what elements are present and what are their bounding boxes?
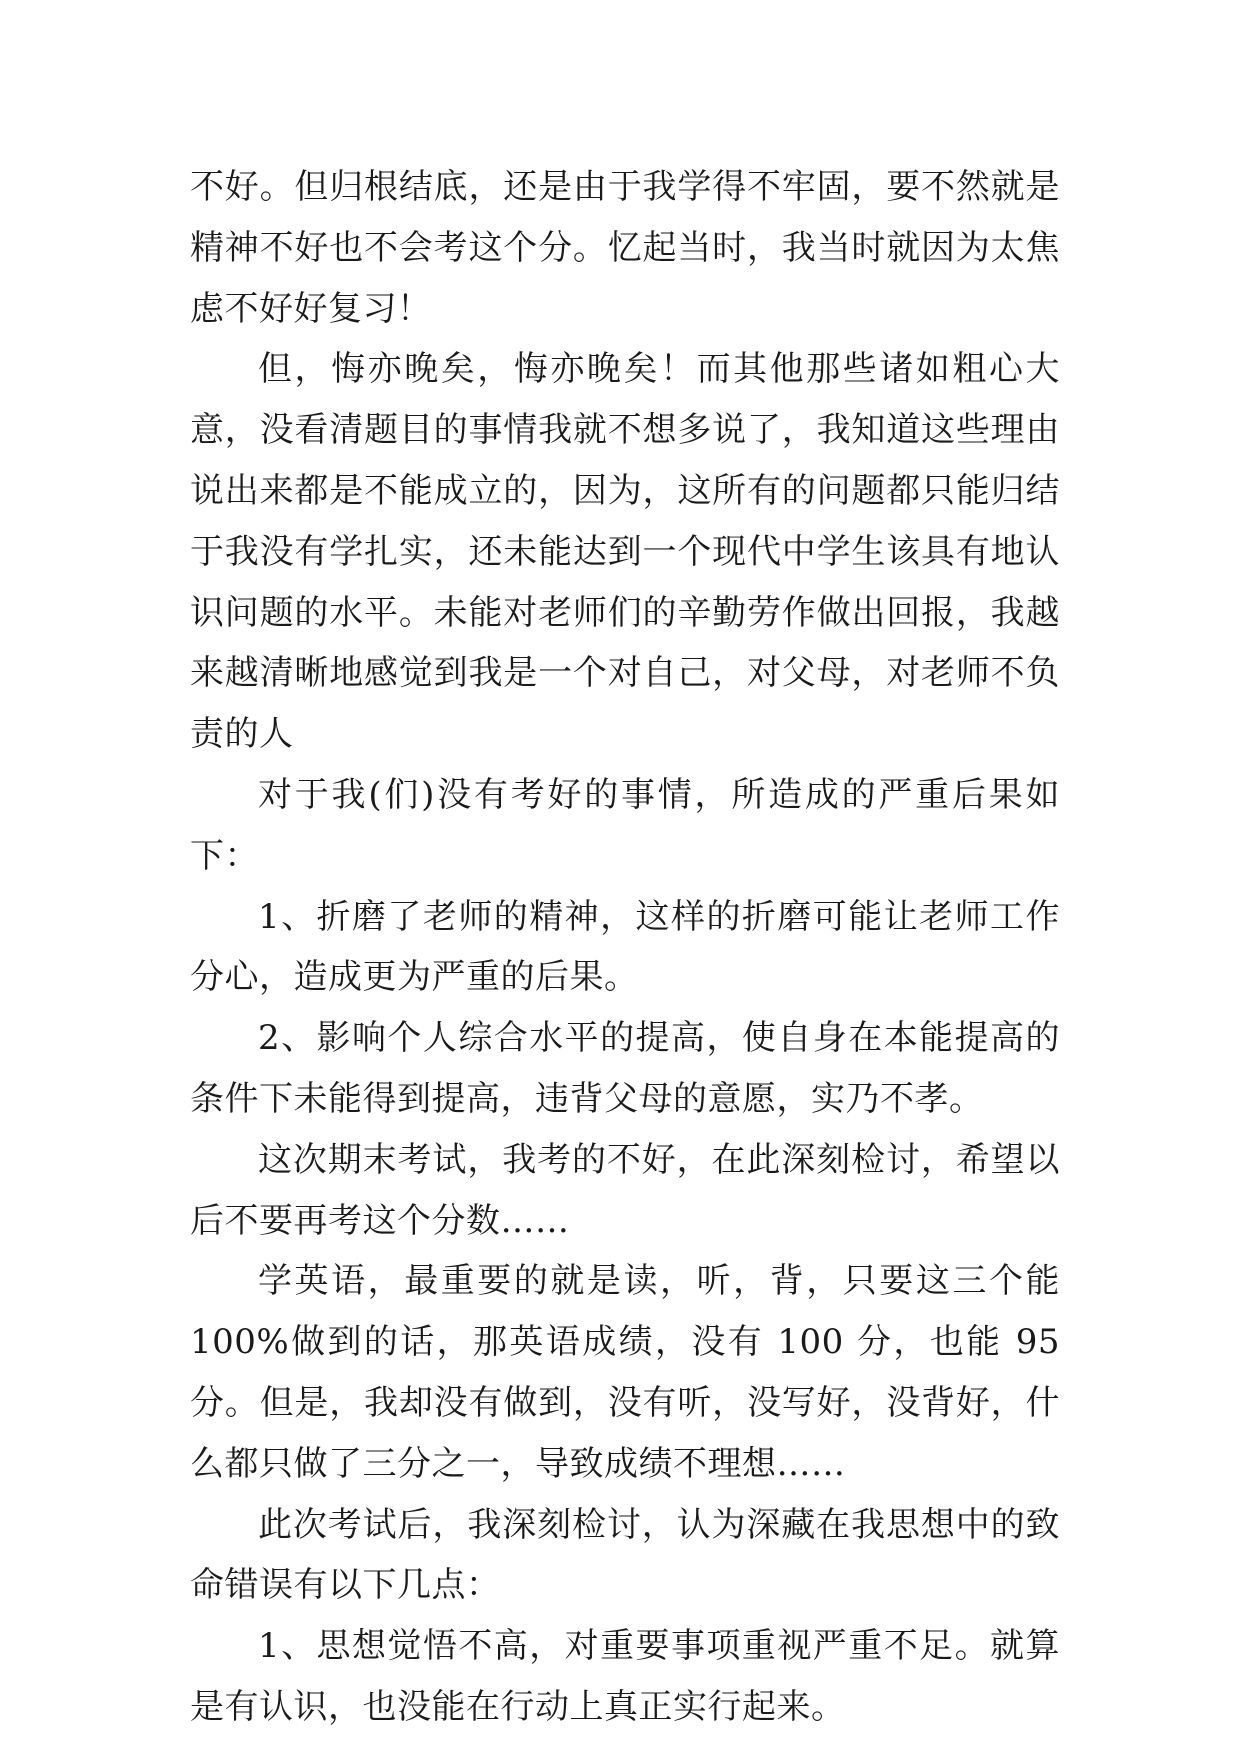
paragraph-4: 1、折磨了老师的精神，这样的折磨可能让老师工作分心，造成更为严重的后果。 bbox=[190, 896, 1060, 998]
paragraph-8: 此次考试后，我深刻检讨，认为深藏在我思想中的致命错误有以下几点： bbox=[190, 1504, 1060, 1606]
paragraph-7: 学英语，最重要的就是读，听，背，只要这三个能 100%做到的话，那英语成绩，没有 100 分，也能 95 分。但是，我却没有做到，没有听，没写好，没背好，什么都只做了三分之一，导致成绩不理想…… bbox=[190, 1261, 1060, 1484]
paragraph-9: 1、思想觉悟不高，对重要事项重视严重不足。就算是有认识，也没能在行动上真正实行起来。 bbox=[190, 1626, 1060, 1727]
paragraph-6: 这次期末考试，我考的不好，在此深刻检讨，希望以后不要再考这个分数…… bbox=[190, 1139, 1060, 1241]
paragraph-3: 对于我(们)没有考好的事情，所造成的严重后果如下： bbox=[190, 774, 1060, 876]
document-body bbox=[190, 157, 1060, 1738]
paragraph-5: 2、影响个人综合水平的提高，使自身在本能提高的条件下未能得到提高，违背父母的意愿，实乃不孝。 bbox=[190, 1018, 1060, 1119]
paragraph-1: 不好。但归根结底，还是由于我学得不牢固，要不然就是精神不好也不会考这个分。忆起当时，我当时就因为太焦虑不好好复习！ bbox=[190, 167, 1060, 329]
paragraph-2: 但，悔亦晚矣，悔亦晚矣！而其他那些诸如粗心大意，没看清题目的事情我就不想多说了，我知道这些理由说出来都是不能成立的，因为，这所有的问题都只能归结于我没有学扎实，还未能达到一个现代中学生该具有地认识问题的水平。未能对老师们的辛勤劳作做出回报，我越来越清晰地感觉到我是一个对自己，对父母，对老师不负责的人 bbox=[190, 349, 1060, 755]
